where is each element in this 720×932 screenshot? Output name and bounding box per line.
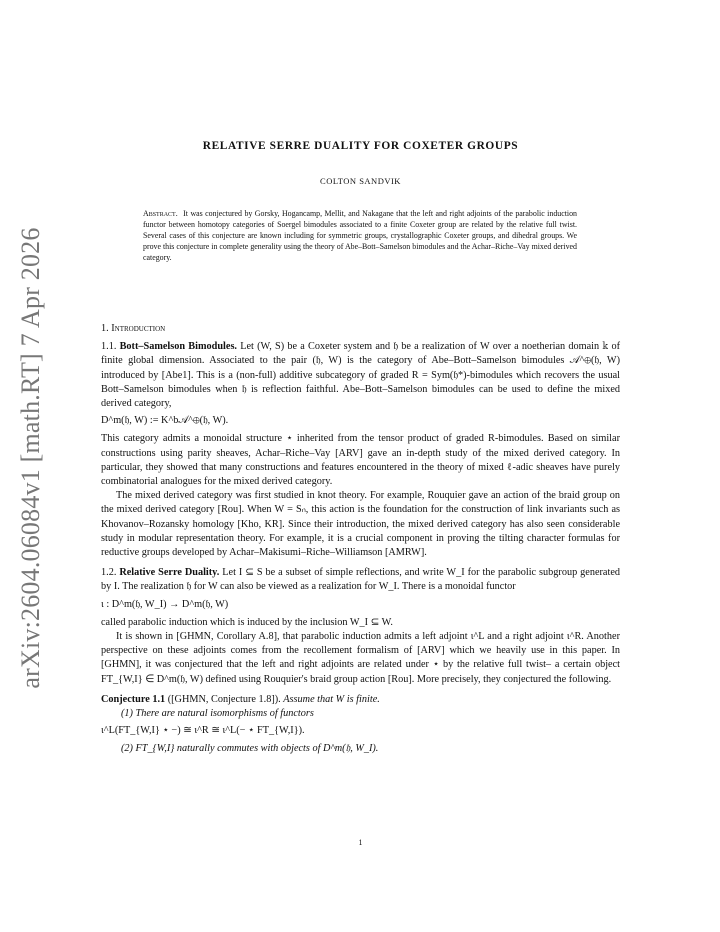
display-equation: D^m(𝔥, W) := K^b𝒜^⊕(𝔥, W). (101, 415, 229, 427)
arxiv-identifier-text: arXiv:2604.06084v1 [math.RT] 7 Apr 2026 (16, 227, 45, 689)
conjecture-item-1: (1) There are natural isomorphisms of functors (121, 708, 314, 720)
conjecture-1-1 (101, 693, 620, 707)
paper-title: RELATIVE SERRE DUALITY FOR COXETER GROUPS (202, 140, 519, 152)
display-equation: ι^L(FT_{W,I} ⋆ −) ≅ ι^R ≅ ι^L(− ⋆ FT_{W,I}). (101, 725, 305, 737)
conjecture-statement: Assume that W is finite. (283, 693, 380, 705)
arxiv-identifier (16, 227, 46, 689)
abstract-text: It was conjectured by Gorsky, Hogancamp, Mellit, and Nakagane that the left and right adjoints of the parabolic induction functor between homotopy categories of Soergel bimodules associated to a finite Coxeter group are related by the relative full twist. Several cases of this conjecture are known including for symmetric groups, crystallographic Coxeter groups, and dihedral groups. We prove this conjecture in complete generality using the theory of Abe–Bott–Samelson bimodules and the Achar–Riche–Vay mixed derived category. (143, 209, 577, 262)
conjecture-label: Conjecture 1.1 (101, 693, 166, 705)
paper-body (101, 322, 620, 757)
display-equation: ι : D^m(𝔥, W_I) → D^m(𝔥, W) (101, 598, 229, 610)
subsection-number: 1.2. (101, 567, 117, 579)
section-heading: 1. Introduction (101, 323, 166, 334)
paragraph: This category admits a monoidal structure ⋆ inherited from the tensor product of graded R-bimodules. Based on similar constructions using parity sheaves, Achar–Riche–Vay [ARV] gave an in-depth study of the mixed derived category. In particular, they showed that many constructions and features encountered in the theory of mixed ℓ-adic sheaves have purely combinatorial analogues for the mixed derived category. (101, 433, 620, 488)
conjecture-item-2: (2) FT_{W,I} naturally commutes with objects of D^m(𝔥, W_I). (121, 743, 379, 755)
subsection-number: 1.1. (101, 341, 117, 353)
paragraph: It is shown in [GHMN, Corollary A.8], that parabolic induction admits a left adjoint ι^L and a right adjoint ι^R. Another perspective on these adjoints comes from the recollement formalism of [ARV] which we heavily use in this paper. In [GHMN], it was conjectured that the left and right adjoints are related under ⋆ by the relative full twist– a certain object FT_{W,I} ∈ D^m(𝔥, W) defined using Rouquier's braid group action [Rou]. More precisely, they conjectured the following. (101, 631, 620, 685)
paragraph-text: Let (W, S) be a Coxeter system and 𝔥 be a realization of W over a noetherian domain 𝕜 of finite global dimension. Associated to the pair (𝔥, W) is the category of Abe–Bott–Samelson bimodules 𝒜^⊕(𝔥, W) introduced by [Abe1]. This is a (non-full) additive subcategory of graded R = Sym(𝔥*)-bimodules which recovers the usual Bott–Samelson bimodules when 𝔥 is reflection faithful. Abe–Bott–Samelson bimodules can be used to define the mixed derived category, (101, 341, 620, 410)
subsection-1-1 (101, 340, 620, 411)
subsection-title: Relative Serre Duality. (119, 567, 220, 579)
abstract-label: Abstract. (143, 209, 178, 218)
subsection-title: Bott–Samelson Bimodules. (119, 341, 237, 353)
abstract (143, 208, 577, 263)
subsection-1-2 (101, 566, 620, 594)
paragraph: The mixed derived category was first studied in knot theory. For example, Rouquier gave an action of the braid group on the mixed derived category [Rou]. When W = Sₙ, this action is the foundation for the construction of link invariants such as Khovanov–Rozansky homology [Kho, KR]. Since their introduction, the mixed derived category has also seen considerable study in modular representation theory. For example, it is a crucial component in proving the tilting character formulas for reductive groups developed by Achar–Makisumi–Riche–Williamson [AMRW]. (101, 490, 620, 559)
paper-author: COLTON SANDVIK (320, 176, 401, 186)
conjecture-citation: ([GHMN, Conjecture 1.8]). (167, 693, 281, 705)
paragraph: called parabolic induction which is induced by the inclusion W_I ⊆ W. (101, 616, 393, 628)
paragraph-text: Let I ⊆ S be a subset of simple reflections, and write W_I for the parabolic subgroup generated by I. The realization 𝔥 for W can also be viewed as a realization for W_I. There is a monoidal functor (101, 567, 621, 593)
page-number: 1 (358, 838, 363, 847)
